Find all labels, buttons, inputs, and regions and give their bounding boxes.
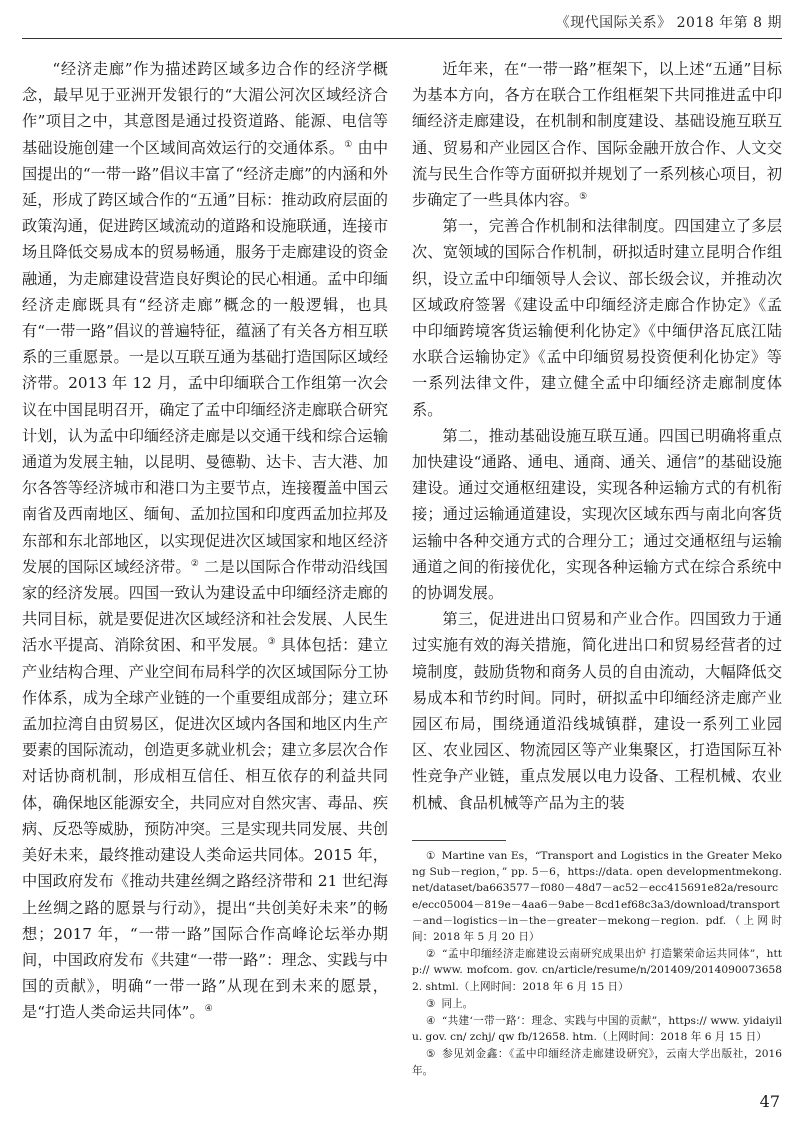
paragraph-text: 近年来，在“一带一路”框架下，以上述“五通”目标为基本方向，各方在联合工作组框架下共同推进孟中印缅经济走廊建设，在机制和制度建设、基础设施互联互通、贸易和产业园区合作、国际金融开放合作、人文交流与民生合作等方面研拟并规划了一系列核心项目，初步确定了一些具体内容。 (412, 60, 782, 210)
footnote-text: 参见刘金鑫：《孟中印缅经济走廊建设研究》，云南大学出版社，2016 年。 (412, 1048, 782, 1077)
paragraph-text: 具体包括：建立产业结构合理、产业空间布局科学的次区域国际分工协作体系，成为全球产业链的一个重要组成部分；建立环孟加拉湾自由贸易区，促进次区域内各国和地区内生产要素的国际流动，创造更多就业机会；建立多层次合作对话协商机制，形成相互信任、相互依存的利益共同体，确保地区能源安全，共同应对自然灾害、毒品、疾病、反恐等威胁，预防冲突。三是实现共同发展、共创美好未来，最终推动建设人类命运共同体。2015 年，中国政府发布《推动共建丝绸之路经济带和 21 世纪海上丝绸之路的愿景与行动》，提出“共创美好未来”的畅想；2017 年，“一带一路”国际合作高峰论坛举办期间，中国政府发布《共建“一带一路”：理念、实践与中国的贡献》，明确“一带一路”从现在到未来的愿景，是“打造人类命运共同体”。 (22, 636, 389, 1022)
footnote-reference: ③ (267, 637, 276, 648)
body-paragraph (412, 423, 782, 606)
running-head: 《现代国际关系》 2018 年第 8 期 (555, 15, 782, 31)
footnote-number: ② (426, 948, 436, 961)
body-paragraph (412, 213, 782, 423)
footnote-reference: ⑤ (579, 191, 588, 202)
paragraph-text: 第二，推动基础设施互联互通。四国已明确将重点加快建设“通路、通电、通商、通关、通信”的基础设施建设。通过交通枢纽建设，实现各种运输方式的有机衔接；通过运输通道建设，实现次区域东西与南北向客货运输中各种交通方式的合理分工；通过交通枢纽与运输通道之间的衔接优化，实现各种运输方式在综合系统中的协调发展。 (412, 426, 782, 603)
footnote-number: ⑤ (426, 1048, 437, 1061)
header-rule (22, 38, 782, 39)
footnote-number: ④ (426, 1015, 436, 1028)
footnote (412, 1013, 782, 1045)
paragraph-text: 第三，促进进出口贸易和产业合作。四国致力于通过实施有效的海关措施，简化进出口和贸易经营者的过境制度，鼓励货物和商务人员的自由流动，大幅降低交易成本和节约时间。同时，研拟孟中印缅经济走廊产业园区布局，围绕通道沿线城镇群，建设一系列工业园区、农业园区、物流园区等产业集聚区，打造国际互补性竞争产业链，重点发展以电力设备、工程机械、农业机械、食品机械等产品为主的装 (412, 610, 782, 812)
paragraph-text: 由中国提出的“一带一路”倡议丰富了“经济走廊”的内涵和外延，形成了跨区域合作的“五通”目标：推动政府层面的政策沟通，促进跨区域流动的道路和设施联通，连接市场且降低交易成本的贸易畅通，服务于走廊建设的资金融通，为走廊建设营造良好舆论的民心相通。孟中印缅经济走廊既具有“经济走廊”概念的一般逻辑，也具有“一带一路”倡议的普遍特征，蕴涵了有关各方相互联系的三重愿景。一是以互联互通为基础打造国际区域经济带。2013 年 12 月，孟中印缅联合工作组第一次会议在中国昆明召开，确定了孟中印缅经济走廊联合研究计划，认为孟中印缅经济走廊是以交通干线和综合运输通道为发展主轴，以昆明、曼德勒、达卡、吉大港、加尔各答等经济城市和港口为主要节点，连接覆盖中国云南省及西南地区、缅甸、孟加拉国和印度西孟加拉邦及东部和东北部地区，以实现促进次区域国家和地区经济发展的国际区域经济带。 (22, 138, 389, 576)
paragraph-text: “经济走廊”作为描述跨区域多边合作的经济学概念，最早见于亚洲开发银行的“大湄公河次区域经济合作”项目之中，其意图是通过投资道路、能源、电信等基础设施创建一个区域间高效运行的交通体系。 (22, 60, 388, 157)
footnote-reference: ② (190, 558, 200, 569)
left-text-column (22, 56, 388, 1026)
footnote-reference: ① (344, 139, 353, 150)
page-number: 47 (759, 1092, 780, 1111)
footnote-separator (412, 840, 506, 841)
footnote (412, 1046, 782, 1078)
footnote-number: ③ (426, 997, 436, 1010)
right-text-column (412, 56, 782, 816)
paragraph-text: 第一，完善合作机制和法律制度。四国建立了多层次、宽领域的国际合作机制，研拟适时建立昆明合作组织，设立孟中印缅领导人会议、部长级会议，并推动次区域政府签署《建设孟中印缅经济走廊合作协定》《孟中印缅跨境客货运输便利化协定》《中缅伊洛瓦底江陆水联合运输协定》《孟中印缅贸易投资便利化协定》等一系列法律文件，建立健全孟中印缅经济走廊制度体系。 (412, 217, 782, 419)
footnote-text: 同上。 (441, 997, 474, 1010)
body-paragraph (412, 56, 782, 213)
paragraph-text: 二是以国际合作带动沿线国家的经济发展。四国一致认为建设孟中印缅经济走廊的共同目标，就是要促进次区域经济和社会发展、人民生活水平提高、消除贫困、和平发展。 (22, 557, 388, 655)
footnote (412, 996, 782, 1012)
body-paragraph (412, 606, 782, 816)
footnote-text: Martine van Es，“Transport and Logistics in the Greater Mekong Sub－region，” pp. 5－6，https://data. open developmentmekong. net/dataset/ba663577－f080－48d7－ac52－ecc415691e82a/resource/ecc05004－819e－4aa6－9abe－8cd1ef68c3a3/download/transport－and－logistics－in－the－greater－mekong－region. pdf.（上网时间：2018 年 5 月 20 日） (412, 850, 783, 944)
footnote (412, 848, 782, 945)
footnote (412, 946, 782, 995)
body-paragraph (22, 56, 388, 1026)
footnote-text: “孟中印缅经济走廊建设云南研究成果出炉 打造繁荣命运共同体”，http:// www. mofcom. gov. cn/article/resume/n/201409/20140900736582. shtml.（上网时间：2018 年 6 月 15 日） (412, 948, 782, 993)
footnote-text: “共建‘一带一路’：理念、实践与中国的贡献”，https:// www. yidaiyilu. gov. cn/ zchj/ qw fb/12658. htm.（上网时间：2018 年 6 月 15 日） (412, 1015, 783, 1044)
footnote-number: ① (426, 850, 436, 862)
footnotes (412, 848, 782, 1080)
footnote-reference: ④ (204, 1004, 213, 1015)
